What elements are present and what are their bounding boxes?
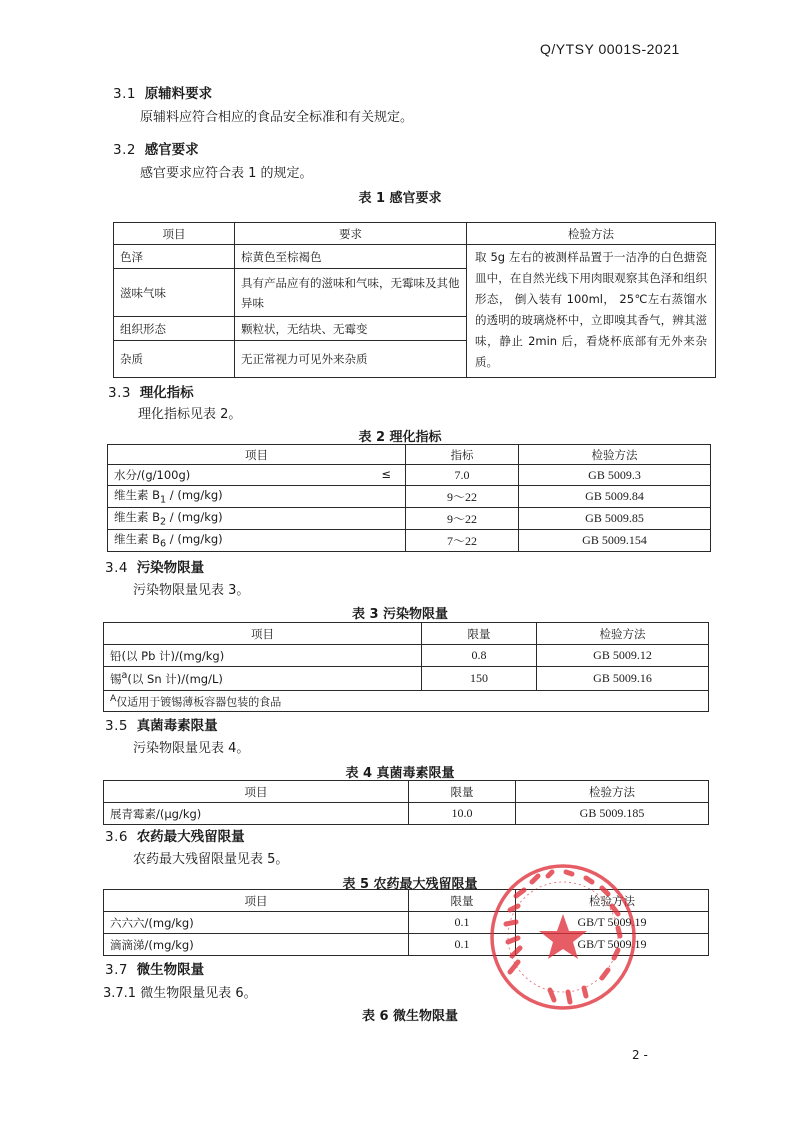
less-equal-symbol: ≤ — [381, 467, 391, 481]
table-cell-method: GB 5009.3 — [519, 465, 711, 486]
section-text-3-5: 污染物限量见表 4。 — [133, 741, 250, 756]
item-label: 维生素 B — [114, 532, 161, 547]
seal-glyph — [506, 890, 524, 924]
section-heading-3-2 — [113, 138, 199, 158]
table-header-cell: 检验方法 — [516, 890, 709, 912]
section-number: 3.1 — [113, 86, 136, 102]
section-text-3-7-1: 3.7.1 微生物限量见表 6。 — [103, 986, 257, 1001]
table-cell-item: 组织形态 — [114, 317, 235, 341]
item-unit: / (mg/kg) — [166, 510, 223, 525]
footnote-marker: A — [110, 692, 117, 704]
section-heading-3-7 — [105, 958, 204, 978]
table-header-cell: 项目 — [104, 890, 409, 912]
table-cell-item — [108, 530, 406, 552]
contaminant-table — [103, 622, 709, 712]
table-cell-item: 色泽 — [114, 245, 235, 269]
table-row — [104, 803, 709, 825]
section-text-3-1: 原辅料应符合相应的食品安全标准和有关规定。 — [140, 110, 414, 125]
table-header-cell: 限量 — [422, 623, 537, 645]
table-row — [114, 245, 716, 269]
table-cell-method: GB 5009.154 — [519, 530, 711, 552]
table-header-cell: 限量 — [409, 890, 516, 912]
company-seal-stamp — [488, 862, 638, 1012]
seal-glyph — [532, 872, 572, 882]
item-unit: (以 Sn 计)/(mg/L) — [127, 671, 223, 686]
section-heading-3-6 — [105, 825, 245, 845]
section-text-3-3: 理化指标见表 2。 — [138, 407, 242, 422]
table-row — [108, 465, 711, 486]
table1-caption: 表 1 感官要求 — [358, 191, 442, 206]
table-cell-value: 9～22 — [406, 508, 519, 530]
table-header-cell: 项目 — [104, 781, 409, 803]
table-note-row — [104, 691, 709, 712]
table-cell-method: GB 5009.85 — [519, 508, 711, 530]
star-icon — [539, 914, 587, 959]
table-row — [108, 508, 711, 530]
table-header-cell: 项目 — [104, 623, 422, 645]
table-cell-value: 0.8 — [422, 645, 537, 667]
table-cell-method: GB/T 5009.19 — [516, 934, 709, 956]
section-text-3-6: 农药最大残留限量见表 5。 — [133, 852, 289, 867]
table3-caption: 表 3 污染物限量 — [351, 607, 449, 622]
section-number: 3.2 — [113, 142, 136, 158]
table-cell-item — [104, 667, 422, 691]
table-cell-value: 7～22 — [406, 530, 519, 552]
table5-caption: 表 5 农药最大残留限量 — [342, 877, 478, 892]
section-heading-3-3 — [108, 381, 194, 401]
table-header-cell: 指标 — [406, 445, 519, 465]
table-cell-item: 杂质 — [114, 341, 235, 378]
table-header-cell: 限量 — [409, 781, 516, 803]
table-row — [104, 667, 709, 691]
section-text-3-2: 感官要求应符合表 1 的规定。 — [140, 166, 313, 181]
table-cell-method: GB 5009.16 — [537, 667, 709, 691]
table-cell-item: 展青霉素/(μg/kg) — [104, 803, 409, 825]
seal-glyph — [602, 928, 620, 978]
table-row — [108, 486, 711, 508]
table-header-row — [104, 623, 709, 645]
table-header-cell: 检验方法 — [537, 623, 709, 645]
table-row — [104, 645, 709, 667]
item-label: 锡 — [110, 671, 122, 686]
section-number: 3.4 — [105, 560, 128, 576]
table-cell-requirement: 具有产品应有的滋味和气味，无霉味及其他异味 — [235, 269, 467, 317]
item-subscript: 6 — [160, 538, 167, 550]
section-number: 3.6 — [105, 829, 128, 845]
section-title: 污染物限量 — [136, 560, 205, 576]
table-header-row — [104, 781, 709, 803]
table-cell-value: 0.1 — [409, 934, 516, 956]
item-unit: / (mg/kg) — [166, 532, 223, 547]
table-cell-method: GB 5009.84 — [519, 486, 711, 508]
table-cell-method: GB 5009.185 — [516, 803, 709, 825]
table-header-cell: 检验方法 — [519, 445, 711, 465]
seal-glyph — [550, 988, 586, 1002]
table-header-cell: 项目 — [114, 223, 235, 245]
section-number: 3.7 — [105, 962, 128, 978]
table-header-row — [114, 223, 716, 245]
item-unit: / (mg/kg) — [166, 488, 223, 503]
table-cell-item: 滋味气味 — [114, 269, 235, 317]
table-cell-item: 铅(以 Pb 计)/(mg/kg) — [104, 645, 422, 667]
seal-glyph — [508, 938, 520, 972]
section-title: 农药最大残留限量 — [136, 829, 245, 845]
table-cell-requirement: 棕黄色至棕褐色 — [235, 245, 467, 269]
table-header-cell: 要求 — [235, 223, 467, 245]
table-cell-item — [108, 508, 406, 530]
table-cell-item: 滴滴涕/(mg/kg) — [104, 934, 409, 956]
item-subscript: 2 — [160, 516, 167, 528]
section-heading-3-4 — [105, 556, 204, 576]
table2-caption: 表 2 理化指标 — [358, 430, 442, 445]
section-title: 真菌毒素限量 — [136, 718, 218, 734]
table6-caption: 表 6 微生物限量 — [361, 1009, 459, 1024]
table-note — [104, 691, 709, 712]
section-number: 3.5 — [105, 718, 128, 734]
table-cell-value: 10.0 — [409, 803, 516, 825]
footnote-marker: a — [121, 670, 128, 682]
table-cell-item — [108, 486, 406, 508]
document-number: Q/YTSY 0001S-2021 — [540, 41, 680, 57]
table-cell-method: GB 5009.12 — [537, 645, 709, 667]
table4-caption: 表 4 真菌毒素限量 — [345, 766, 455, 781]
page-number: 2 - — [632, 1048, 648, 1062]
section-text-3-4: 污染物限量见表 3。 — [133, 583, 250, 598]
section-title: 感官要求 — [144, 142, 199, 158]
item-subscript: 1 — [160, 494, 167, 506]
mycotoxin-table — [103, 780, 709, 825]
sensory-table — [113, 222, 716, 378]
section-title: 微生物限量 — [136, 962, 205, 978]
section-heading-3-5 — [105, 714, 218, 734]
table-cell-requirement: 颗粒状，无结块、无霉变 — [235, 317, 467, 341]
table-cell-method: 取 5g 左右的被测样品置于一洁净的白色搪瓷皿中，在自然光线下用肉眼观察其色泽和组织形态， 倒入装有 100ml， 25℃左右蒸馏水的透明的玻璃烧杯中，立即嗅其香气，辨其滋味，静止 2min 后，看烧杯底部有无外来杂质。 — [467, 245, 716, 378]
section-title: 原辅料要求 — [144, 86, 213, 102]
table-cell-value: 0.1 — [409, 912, 516, 934]
item-label: 维生素 B — [114, 510, 161, 525]
seal-glyph — [586, 878, 618, 914]
table-cell-value: 150 — [422, 667, 537, 691]
section-number: 3.3 — [108, 385, 131, 401]
table-header-cell: 检验方法 — [516, 781, 709, 803]
table-cell-requirement: 无正常视力可见外来杂质 — [235, 341, 467, 378]
table-header-cell: 项目 — [108, 445, 406, 465]
table-header-cell: 检验方法 — [467, 223, 716, 245]
item-label: 水分/(g/100g) — [114, 468, 191, 482]
table-header-row — [108, 445, 711, 465]
table-cell-item: 六六六/(mg/kg) — [104, 912, 409, 934]
table-cell-value: 7.0 — [406, 465, 519, 486]
item-label: 维生素 B — [114, 488, 161, 503]
section-title: 理化指标 — [139, 385, 194, 401]
table-cell-item — [108, 465, 406, 486]
table-row — [108, 530, 711, 552]
section-heading-3-1 — [113, 82, 212, 102]
table-cell-value: 9～22 — [406, 486, 519, 508]
table-cell-method: GB/T 5009.19 — [516, 912, 709, 934]
note-text: 仅适用于镀锡薄板容器包装的食品 — [116, 695, 282, 709]
physicochemical-table — [107, 444, 711, 552]
